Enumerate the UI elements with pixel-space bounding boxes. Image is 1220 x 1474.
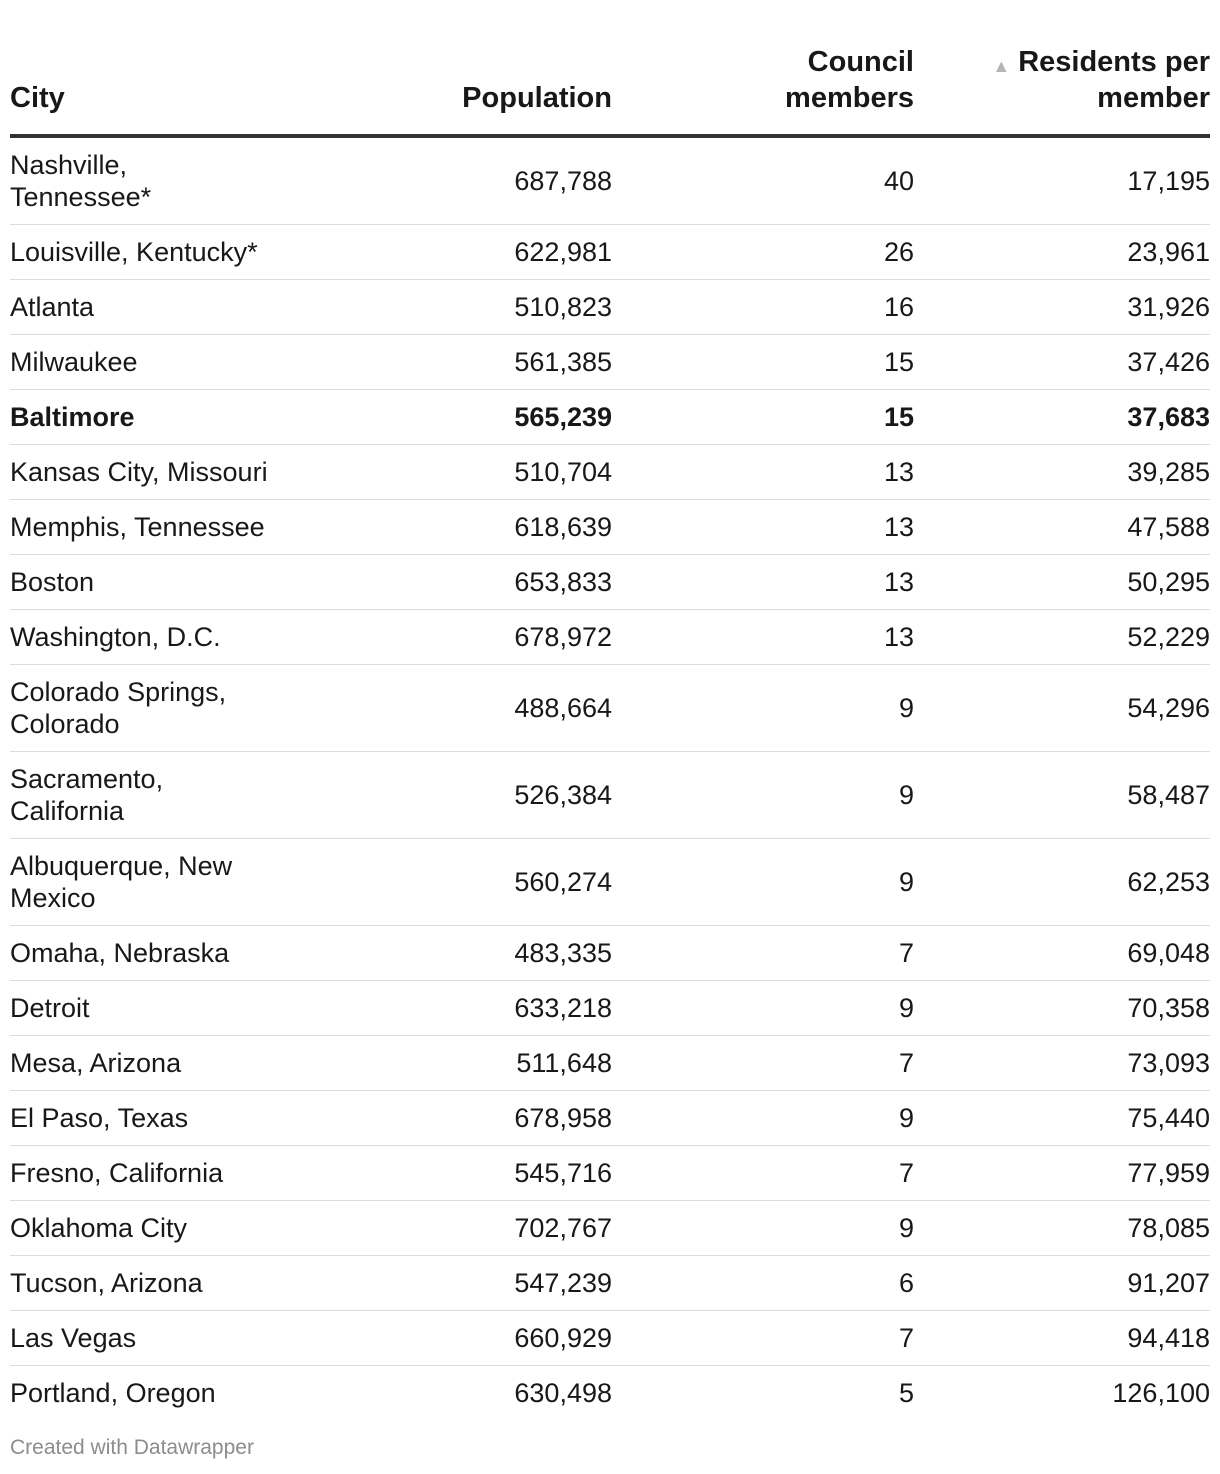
cell-residents-per-member: 94,418 (914, 1311, 1210, 1366)
table-row (10, 1146, 1210, 1201)
sort-ascending-icon: ▲ (992, 56, 1011, 76)
cell-residents-per-member: 37,426 (914, 335, 1210, 390)
cell-residents-per-member: 39,285 (914, 445, 1210, 500)
cell-population: 622,981 (310, 225, 612, 280)
table-row (10, 1311, 1210, 1366)
cell-residents-per-member: 69,048 (914, 926, 1210, 981)
cell-residents-per-member: 23,961 (914, 225, 1210, 280)
table-row (10, 555, 1210, 610)
table-row (10, 225, 1210, 280)
cell-residents-per-member: 78,085 (914, 1201, 1210, 1256)
datawrapper-credit: Created with Datawrapper (10, 1436, 254, 1459)
column-header-residents-line1: Residents per (1018, 46, 1210, 78)
cell-residents-per-member: 37,683 (914, 390, 1210, 445)
column-header-residents-line2: member (1097, 82, 1210, 114)
cell-city: Louisville, Kentucky* (10, 225, 310, 280)
table-row (10, 839, 1210, 926)
cell-city: Fresno, California (10, 1146, 310, 1201)
cell-city: Colorado Springs, Colorado (10, 665, 310, 752)
cell-council-members: 7 (612, 1311, 914, 1366)
column-header-council-members[interactable] (612, 0, 914, 136)
cell-population: 678,972 (310, 610, 612, 665)
cell-city: Albuquerque, New Mexico (10, 839, 310, 926)
table-row (10, 1036, 1210, 1091)
cell-council-members: 15 (612, 335, 914, 390)
cell-city: Baltimore (10, 390, 310, 445)
table-row (10, 390, 1210, 445)
cell-council-members: 9 (612, 665, 914, 752)
cell-residents-per-member: 50,295 (914, 555, 1210, 610)
cell-city: Sacramento, California (10, 752, 310, 839)
cell-population: 510,823 (310, 280, 612, 335)
cell-residents-per-member: 70,358 (914, 981, 1210, 1036)
cell-residents-per-member: 31,926 (914, 280, 1210, 335)
cell-residents-per-member: 52,229 (914, 610, 1210, 665)
cell-city: Kansas City, Missouri (10, 445, 310, 500)
table-row (10, 1201, 1210, 1256)
column-header-council-line2: members (785, 82, 914, 114)
cell-residents-per-member: 126,100 (1112, 1378, 1210, 1408)
column-header-city-label: City (10, 82, 65, 114)
cell-city: Detroit (10, 981, 310, 1036)
cell-city: Portland, Oregon (10, 1378, 216, 1408)
cell-population: 547,239 (310, 1256, 612, 1311)
cell-residents-per-member: 54,296 (914, 665, 1210, 752)
cell-population: 687,788 (310, 136, 612, 225)
cell-city: Oklahoma City (10, 1201, 310, 1256)
cell-population: 678,958 (310, 1091, 612, 1146)
cell-council-members: 9 (612, 981, 914, 1036)
city-council-table (10, 0, 1210, 1420)
cell-population: 653,833 (310, 555, 612, 610)
cell-residents-per-member: 17,195 (914, 136, 1210, 225)
cell-population: 545,716 (310, 1146, 612, 1201)
cell-city: Mesa, Arizona (10, 1036, 310, 1091)
cell-council-members: 7 (612, 1036, 914, 1091)
table-body (10, 136, 1210, 1420)
cell-council-members: 9 (612, 839, 914, 926)
cell-city: Boston (10, 555, 310, 610)
cell-council-members: 13 (612, 445, 914, 500)
column-header-population-label: Population (462, 82, 612, 114)
cell-council-members: 26 (612, 225, 914, 280)
cell-population: 488,664 (310, 665, 612, 752)
cell-residents-per-member: 75,440 (914, 1091, 1210, 1146)
header-row (10, 0, 1210, 136)
cell-city: Tucson, Arizona (10, 1256, 310, 1311)
table-row (10, 445, 1210, 500)
cell-population: 660,929 (310, 1311, 612, 1366)
table-row (10, 981, 1210, 1036)
column-header-city[interactable] (10, 0, 310, 136)
column-header-residents-per-member[interactable] (914, 0, 1210, 136)
cell-council-members: 7 (612, 1146, 914, 1201)
cell-population: 633,218 (310, 981, 612, 1036)
column-header-council-line1: Council (807, 46, 914, 78)
cell-council-members: 9 (612, 1091, 914, 1146)
cell-council-members: 13 (612, 500, 914, 555)
table-row (10, 1256, 1210, 1311)
column-header-population[interactable] (310, 0, 612, 136)
cell-council-members: 9 (612, 1201, 914, 1256)
cell-population: 702,767 (310, 1201, 612, 1256)
cell-population: 483,335 (310, 926, 612, 981)
cell-city: Omaha, Nebraska (10, 926, 310, 981)
table-row (10, 1366, 1210, 1421)
cell-council-members: 13 (612, 555, 914, 610)
cell-city: Atlanta (10, 280, 310, 335)
cell-council-members: 16 (612, 280, 914, 335)
cell-city: Las Vegas (10, 1311, 310, 1366)
cell-population: 565,239 (310, 390, 612, 445)
cell-residents-per-member: 58,487 (914, 752, 1210, 839)
cell-council-members: 15 (612, 390, 914, 445)
cell-population: 618,639 (310, 500, 612, 555)
cell-council-members: 13 (612, 610, 914, 665)
cell-city: Milwaukee (10, 335, 310, 390)
cell-population: 511,648 (310, 1036, 612, 1091)
cell-city: Nashville, Tennessee* (10, 136, 310, 225)
table-row (10, 926, 1210, 981)
cell-city: El Paso, Texas (10, 1091, 310, 1146)
cell-population: 630,498 (514, 1378, 612, 1408)
table-row (10, 752, 1210, 839)
cell-council-members: 9 (612, 752, 914, 839)
cell-population: 510,704 (310, 445, 612, 500)
cell-residents-per-member: 62,253 (914, 839, 1210, 926)
table-row (10, 1091, 1210, 1146)
cell-residents-per-member: 77,959 (914, 1146, 1210, 1201)
table-row (10, 665, 1210, 752)
cell-residents-per-member: 47,588 (914, 500, 1210, 555)
data-table-container (10, 0, 1210, 1420)
cell-population: 526,384 (310, 752, 612, 839)
cell-council-members: 5 (898, 1378, 914, 1408)
cell-residents-per-member: 73,093 (914, 1036, 1210, 1091)
table-row (10, 280, 1210, 335)
cell-residents-per-member: 91,207 (914, 1256, 1210, 1311)
cell-council-members: 6 (612, 1256, 914, 1311)
table-row (10, 136, 1210, 225)
cell-council-members: 40 (612, 136, 914, 225)
table-row (10, 335, 1210, 390)
cell-population: 561,385 (310, 335, 612, 390)
table-row (10, 610, 1210, 665)
cell-population: 560,274 (310, 839, 612, 926)
cell-city: Memphis, Tennessee (10, 500, 310, 555)
table-row (10, 500, 1210, 555)
cell-city: Washington, D.C. (10, 610, 310, 665)
cell-council-members: 7 (612, 926, 914, 981)
